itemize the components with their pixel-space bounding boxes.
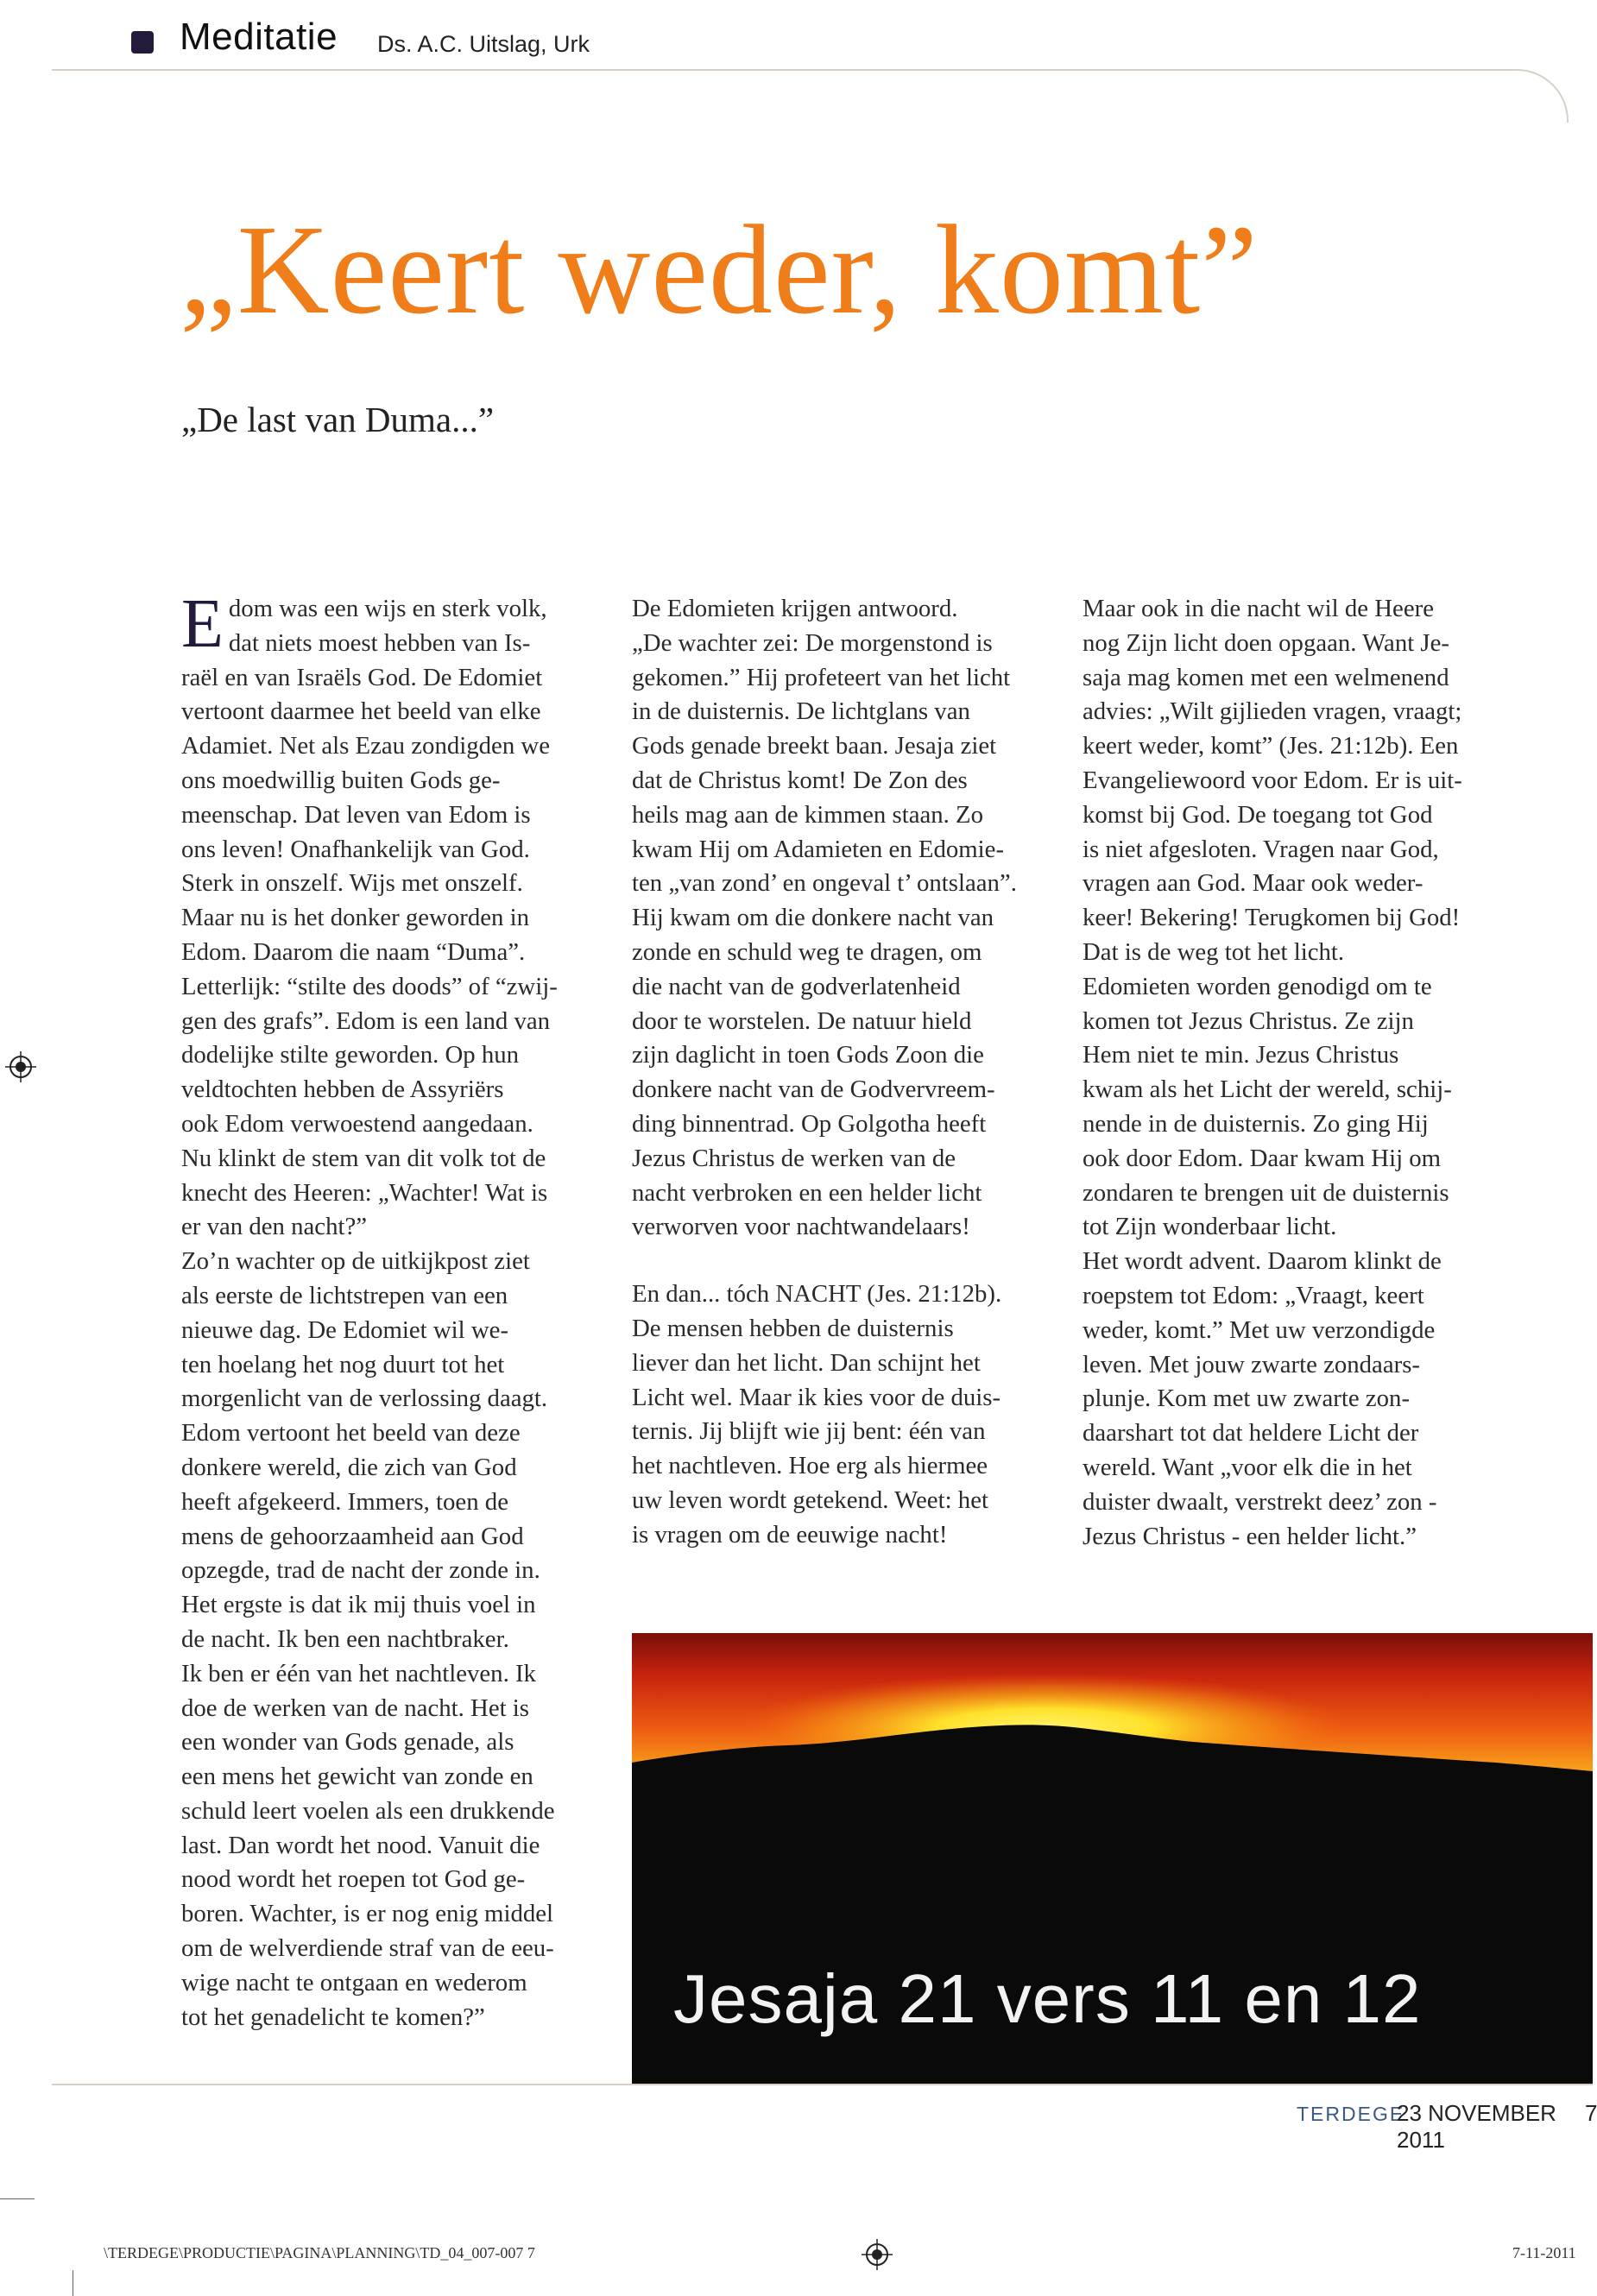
text-line: last. Dan wordt het nood. Vanuit die [181, 1831, 540, 1859]
text-line: dat niets moest hebben van Is- [228, 628, 531, 657]
text-line: leven. Met jouw zwarte zondaars- [1083, 1350, 1420, 1378]
text-line: ook door Edom. Daar kwam Hij om [1083, 1144, 1442, 1172]
text-line: Dat is de weg tot het licht. [1083, 937, 1345, 966]
text-line: uw leven wordt getekend. Weet: het [632, 1485, 988, 1514]
text-line: plunje. Kom met uw zwarte zon- [1083, 1385, 1411, 1413]
text-line: Hij kwam om die donkere nacht van [632, 904, 994, 932]
author-byline: Ds. A.C. Uitslag, Urk [377, 31, 590, 57]
text-line: Edom. Daarom die naam “Duma”. [181, 937, 526, 966]
text-line: om de welverdiende straf van de eeu- [181, 1934, 554, 1963]
text-line: tot Zijn wonderbaar licht. [1083, 1213, 1337, 1241]
text-line: Jezus Christus de werken van de [632, 1144, 956, 1172]
text-line: raël en van Israëls God. De Edomiet [181, 663, 543, 691]
image-caption: Jesaja 21 vers 11 en 12 [673, 1960, 1422, 2037]
text-line: Sterk in onszelf. Wijs met onszelf. [181, 869, 523, 898]
text-line: knecht des Heeren: „Wachter! Wat is [181, 1178, 548, 1207]
text-line: keer! Bekering! Terugkomen bij God! [1083, 904, 1461, 932]
text-line: De Edomieten krijgen antwoord. [632, 595, 958, 622]
text-line: Nu klinkt de stem van dit volk tot de [181, 1144, 546, 1172]
text-line: meenschap. Dat leven van Edom is [181, 800, 531, 829]
text-line: duister dwaalt, verstrekt deez’ zon - [1083, 1487, 1437, 1516]
text-line: kwam als het Licht der wereld, schij- [1083, 1075, 1452, 1104]
text-line: vertoont daarmee het beeld van elke [181, 697, 541, 726]
text-line: morgenlicht van de verlossing daagt. [181, 1385, 548, 1413]
text-line: roepstem tot Edom: „Vraagt, keert [1083, 1281, 1424, 1309]
text-column-3 [1083, 592, 1514, 1554]
section-marker-square [131, 31, 154, 54]
text-line: Hem niet te min. Jezus Christus [1083, 1041, 1399, 1069]
text-line: vragen aan God. Maar ook weder- [1083, 869, 1423, 898]
text-line: „De wachter zei: De morgenstond is [632, 628, 993, 657]
text-line: Edomieten worden genodigd om te [1083, 972, 1432, 1000]
text-line: liever dan het licht. Dan schijnt het [632, 1348, 981, 1377]
text-line: nende in de duisternis. Zo ging Hij [1083, 1109, 1429, 1138]
text-line: ten „van zond’ en ongeval t’ ontslaan”. [632, 869, 1017, 898]
text-line: er van den nacht?” [181, 1213, 368, 1241]
text-line: Licht wel. Maar ik kies voor de duis- [632, 1383, 1001, 1411]
text-line: gekomen.” Hij profeteert van het licht [632, 663, 1011, 691]
text-line: daarshart tot dat heldere Licht der [1083, 1419, 1419, 1448]
text-line: Edom vertoont het beeld van deze [181, 1419, 521, 1448]
text-line: ook Edom verwoestend aangedaan. [181, 1109, 533, 1138]
text-line: opzegde, trad de nacht der zonde in. [181, 1556, 540, 1585]
text-line: wereld. Want „voor elk die in het [1083, 1453, 1412, 1481]
text-line: ons moedwillig buiten Gods ge- [181, 766, 501, 794]
column-2-paragraph-1 [632, 592, 1064, 1245]
text-line: keert weder, komt” (Jes. 21:12b). Een [1083, 732, 1459, 760]
text-line: die nacht van de godverlatenheid [632, 972, 961, 1000]
text-line: Zo’n wachter op de uitkijkpost ziet [181, 1247, 530, 1276]
text-line: weder, komt.” Met uw verzondigde [1083, 1315, 1436, 1344]
text-line: wige nacht te ontgaan en wederom [181, 1968, 527, 1996]
section-label: Meditatie [180, 16, 338, 58]
article-subtitle: „De last van Duma...” [181, 400, 495, 439]
text-line: boren. Wachter, is er nog enig middel [181, 1900, 554, 1928]
text-line: dodelijke stilte geworden. Op hun [181, 1041, 520, 1069]
text-line: is vragen om de eeuwige nacht! [632, 1520, 948, 1549]
text-line: advies: „Wilt gijlieden vragen, vraagt; [1083, 697, 1462, 726]
text-line: Het wordt advent. Daarom klinkt de [1083, 1247, 1442, 1276]
page-number: 7 [1585, 2100, 1597, 2126]
text-line: zondaren te brengen uit de duisternis [1083, 1178, 1449, 1207]
text-line: nood wordt het roepen tot God ge- [181, 1865, 526, 1894]
text-line: ding binnentrad. Op Golgotha heeft [632, 1109, 987, 1138]
text-column-1 [181, 586, 613, 2034]
text-line: komen tot Jezus Christus. Ze zijn [1083, 1006, 1414, 1035]
text-line: schuld leert voelen als een drukkende [181, 1796, 555, 1825]
text-line: Maar ook in die nacht wil de Heere [1083, 595, 1434, 622]
text-line: Evangeliewoord voor Edom. Er is uit- [1083, 766, 1462, 794]
text-column-2 [632, 592, 1064, 1553]
text-line: mens de gehoorzaamheid aan God [181, 1522, 524, 1550]
text-line: doe de werken van de nacht. Het is [181, 1694, 530, 1722]
text-line: komst bij God. De toegang tot God [1083, 800, 1433, 829]
text-line: Ik ben er één van het nachtleven. Ik [181, 1659, 536, 1687]
text-line: ten hoelang het nog duurt tot het [181, 1350, 505, 1378]
bottom-rule [52, 2084, 1593, 2085]
drop-cap: E [181, 586, 224, 662]
text-line: Jezus Christus - een helder licht.” [1083, 1522, 1417, 1550]
text-line: veldtochten hebben de Assyriërs [181, 1075, 504, 1104]
column-3-body [1083, 592, 1514, 1554]
text-line: ternis. Jij blijft wie jij bent: één van [632, 1417, 986, 1446]
text-line: En dan... tóch NACHT (Jes. 21:12b). [632, 1280, 1002, 1309]
text-line: ons leven! Onafhankelijk van God. [181, 835, 530, 863]
text-line: tot het genadelicht te komen?” [181, 2003, 485, 2031]
slug-date: 7-11-2011 [1512, 2244, 1576, 2261]
text-line: is niet afgesloten. Vragen naar God, [1083, 835, 1439, 863]
text-line: nieuwe dag. De Edomiet wil we- [181, 1315, 509, 1344]
article-title: „Keert weder, komt” [180, 199, 1259, 341]
text-line: heeft afgekeerd. Immers, toen de [181, 1487, 508, 1516]
issue-date: 23 NOVEMBER 2011 [1397, 2100, 1556, 2153]
text-line: zijn daglicht in toen Gods Zoon die [632, 1041, 984, 1069]
text-line: Gods genade breekt baan. Jesaja ziet [632, 732, 997, 760]
text-line: zonde en schuld weg te dragen, om [632, 937, 982, 966]
text-line: gen des grafs”. Edom is een land van [181, 1006, 551, 1035]
text-line: dom was een wijs en sterk volk, [228, 595, 547, 622]
text-line: de nacht. Ik ben een nachtbraker. [181, 1624, 509, 1653]
registration-mark-icon [862, 2239, 893, 2270]
text-line: Adamiet. Net als Ezau zondigden we [181, 732, 551, 760]
text-line: een mens het gewicht van zonde en [181, 1763, 533, 1791]
text-line: Maar nu is het donker geworden in [181, 904, 530, 932]
text-line: in de duisternis. De lichtglans van [632, 697, 970, 726]
text-line: kwam Hij om Adamieten en Edomie- [632, 835, 1005, 863]
crop-mark [0, 2198, 35, 2199]
text-line: De mensen hebben de duisternis [632, 1314, 954, 1342]
text-line: een wonder van Gods genade, als [181, 1728, 514, 1757]
magazine-name: TERDEGE [1297, 2103, 1405, 2125]
text-line: donkere wereld, die zich van God [181, 1453, 517, 1481]
text-line: nacht verbroken en een helder licht [632, 1178, 982, 1207]
text-line: Het ergste is dat ik mij thuis voel in [181, 1591, 536, 1619]
text-line: dat de Christus komt! De Zon des [632, 766, 968, 794]
text-line: saja mag komen met een welmenend [1083, 663, 1449, 691]
column-1-body [181, 586, 613, 2034]
text-line: nog Zijn licht doen opgaan. Want Je- [1083, 628, 1450, 657]
text-line: Letterlijk: “stilte des doods” of “zwij- [181, 972, 558, 1000]
column-2-paragraph-2 [632, 1277, 1064, 1552]
text-line: donkere nacht van de Godvervreem- [632, 1075, 995, 1104]
text-line: het nachtleven. Hoe erg als hiermee [632, 1452, 988, 1480]
text-line: heils mag aan de kimmen staan. Zo [632, 800, 984, 829]
text-line: verworven voor nachtwandelaars! [632, 1213, 970, 1241]
text-line: als eerste de lichtstrepen van een [181, 1281, 508, 1309]
registration-mark-icon [5, 1051, 36, 1082]
text-line: door te worstelen. De natuur hield [632, 1006, 972, 1035]
slug-file-path: \TERDEGE\PRODUCTIE\PAGINA\PLANNING\TD_04_007-007 7 [104, 2244, 535, 2261]
page-frame-line [52, 69, 1569, 123]
